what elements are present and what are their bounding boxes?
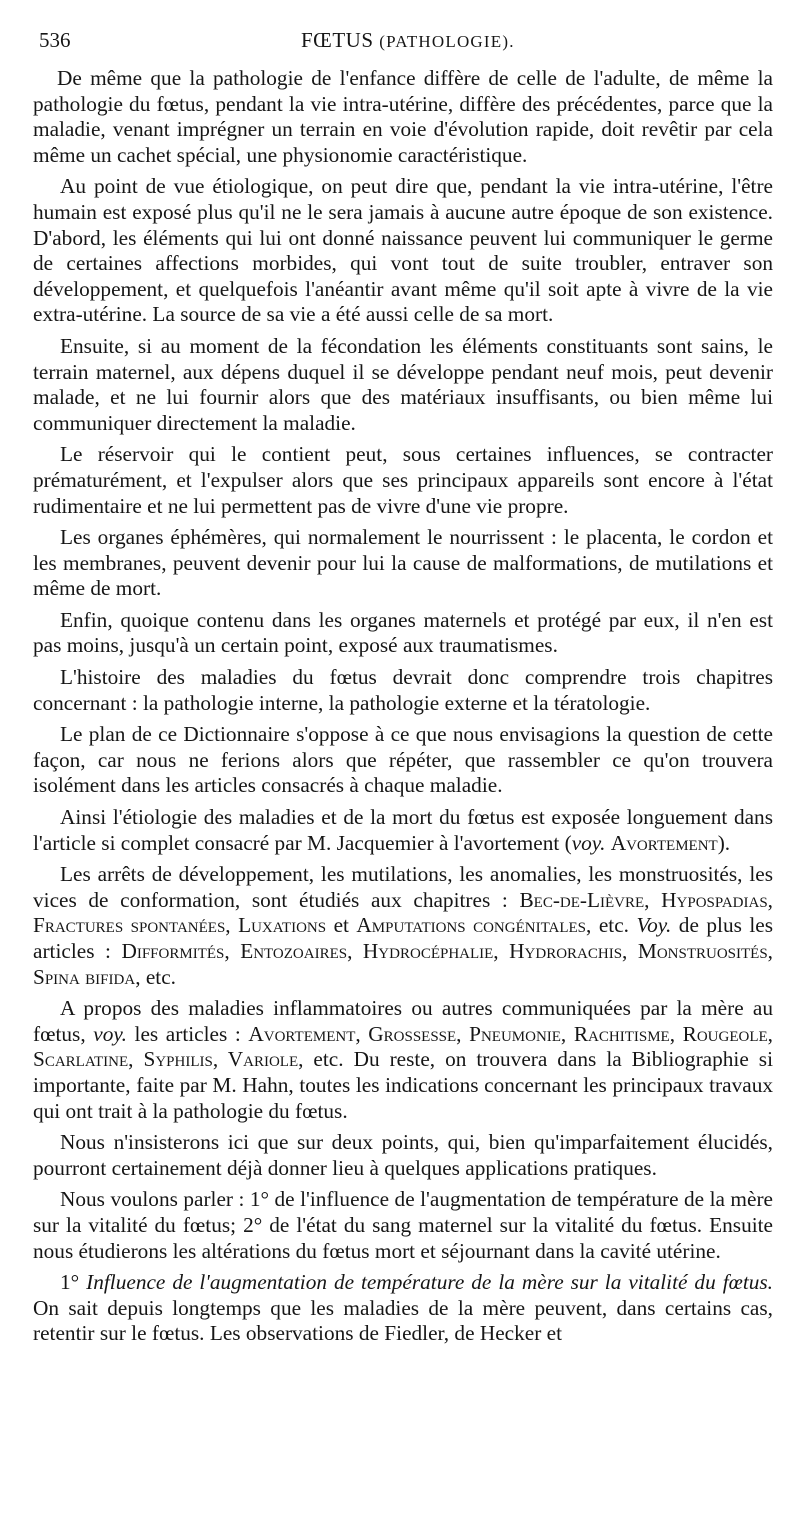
section-number: 1° — [60, 1270, 80, 1295]
book-page — [33, 24, 773, 1346]
paragraph-text: On sait depuis longtemps que les maladies de la mère peuvent, dans certains cas, retentir sur le fœtus. Les observations de Fiedler, de Hecker et — [33, 1295, 773, 1346]
paragraph-inflammatory — [33, 996, 773, 1124]
section-heading: Influence de l'augmentation de température de la mère sur la vitalité du fœtus. — [86, 1270, 773, 1295]
article-body — [33, 66, 773, 1353]
paragraph-text: Ainsi l'étiologie des maladies et de la mort du fœtus est exposée longuement dans l'article si complet consacré par M. Jacquemier à l'avortement ( — [33, 805, 773, 855]
paragraph-text: Les arrêts de développement, les mutilations, les anomalies, les monstruosités, les vices de conformation, sont étudiés aux chapitres : — [33, 862, 773, 912]
cross-ref-articles: Difformités, Entozoaires, Hydrocéphalie, Hydrorachis, Monstruosités, Spina bifida — [33, 939, 773, 989]
paragraph: Ensuite, si au moment de la fécondation les éléments constituants sont sains, le terrain maternel, aux dépens duquel il se développe pendant neuf mois, peut devenir malade, et ne lui fournir alors que des matériaux insuffisants, ou bien même lui communiquer directement la maladie. — [33, 333, 773, 435]
paragraph-text: ). — [717, 830, 731, 855]
running-title-subtitle: (PATHOLOGIE). — [379, 32, 515, 51]
paragraph: L'histoire des maladies du fœtus devrait donc comprendre trois chapitres concernant : la pathologie interne, la pathologie externe et la tératologie. — [33, 665, 773, 715]
paragraph-text: et — [326, 913, 357, 938]
cross-ref-articles: Amputations congénitales — [356, 913, 587, 938]
cross-ref-voy: Voy. — [636, 913, 672, 938]
paragraph-text: , etc. — [135, 964, 176, 989]
cross-ref-articles: Avortement, Grossesse, Pneumonie, Rachitisme, Rougeole, Scarlatine, Syphilis, Variole — [33, 1021, 773, 1072]
cross-ref-voy: voy. — [93, 1021, 127, 1046]
paragraph-text: , etc. — [586, 913, 637, 938]
paragraph: Nous voulons parler : 1° de l'influence de l'augmentation de température de la mère sur la vitalité du fœtus; 2° de l'état du sang maternel sur la vitalité du fœtus. Ensuite nous étudierons les altérations du fœtus mort et séjournant dans la cavité utérine. — [33, 1187, 773, 1263]
cross-ref-article: Avortement — [610, 830, 718, 855]
paragraph: Au point de vue étiologique, on peut dire que, pendant la vie intra-utérine, l'être humain est exposé plus qu'il ne le sera jamais à aucune autre époque de son existence. D'abord, les éléments qui lui ont donné naissance peuvent lui communiquer le germe de certaines affections morbides, qui vont tout de suite troubler, entraver son développement, et quelquefois l'anéantir avant même qu'il soit apte à vivre de la vie extra-utérine. La source de sa vie a été aussi celle de sa mort. — [33, 174, 773, 327]
cross-ref-articles: Bec-de-Lièvre, Hypospadias, Fractures spontanées, Luxations — [33, 887, 773, 938]
paragraph-etiology — [33, 805, 773, 856]
paragraph-text: les articles : — [126, 1021, 249, 1046]
paragraph: Enfin, quoique contenu dans les organes maternels et protégé par eux, il n'en est pas moins, jusqu'à un certain point, exposé aux traumatismes. — [33, 607, 773, 658]
paragraph-section-1 — [33, 1270, 773, 1347]
paragraph: De même que la pathologie de l'enfance diffère de celle de l'adulte, de même la pathologie du fœtus, pendant la vie intra-utérine, diffère des précédentes, parce que la maladie, venant imprégner un terrain en voie d'évolution rapide, doit revêtir par cela même un cachet spécial, une physionomie caractéristique. — [33, 66, 773, 167]
paragraph-text: de plus les articles : — [33, 913, 773, 963]
paragraph: Le plan de ce Dictionnaire s'oppose à ce que nous envisagions la question de cette façon, car nous ne ferions alors que répéter, que rassembler ce qu'on trouvera isolément dans les articles consacrés à chaque maladie. — [33, 722, 773, 798]
page-number: 536 — [39, 28, 71, 52]
paragraph-text: A propos des maladies inflammatoires ou autres communiquées par la mère au fœtus, — [33, 996, 773, 1046]
running-head — [33, 24, 773, 64]
paragraph: Le réservoir qui le contient peut, sous certaines influences, se contracter prématurément, et l'expulser alors que ses principaux appareils sont encore à l'état rudimentaire et ne lui permettent pas de vivre d'une vie propre. — [33, 442, 773, 518]
paragraph: Nous n'insisterons ici que sur deux points, qui, bien qu'imparfaitement élucidés, pourront certainement déjà donner lieu à quelques applications pratiques. — [33, 1130, 773, 1180]
running-title — [301, 28, 515, 53]
paragraph-malformations — [33, 862, 773, 990]
running-title-main: FŒTUS — [301, 28, 374, 52]
paragraph-text: , etc. Du reste, on trouvera dans la Bibliographie si importante, faite par M. Hahn, toutes les indications concernant les principaux travaux qui ont trait à la pathologie du fœtus. — [33, 1047, 773, 1123]
paragraph: Les organes éphémères, qui normalement le nourrissent : le placenta, le cordon et les membranes, peuvent devenir pour lui la cause de malformations, de mutilations et même de mort. — [33, 525, 773, 601]
cross-ref-voy: voy. — [571, 830, 606, 855]
